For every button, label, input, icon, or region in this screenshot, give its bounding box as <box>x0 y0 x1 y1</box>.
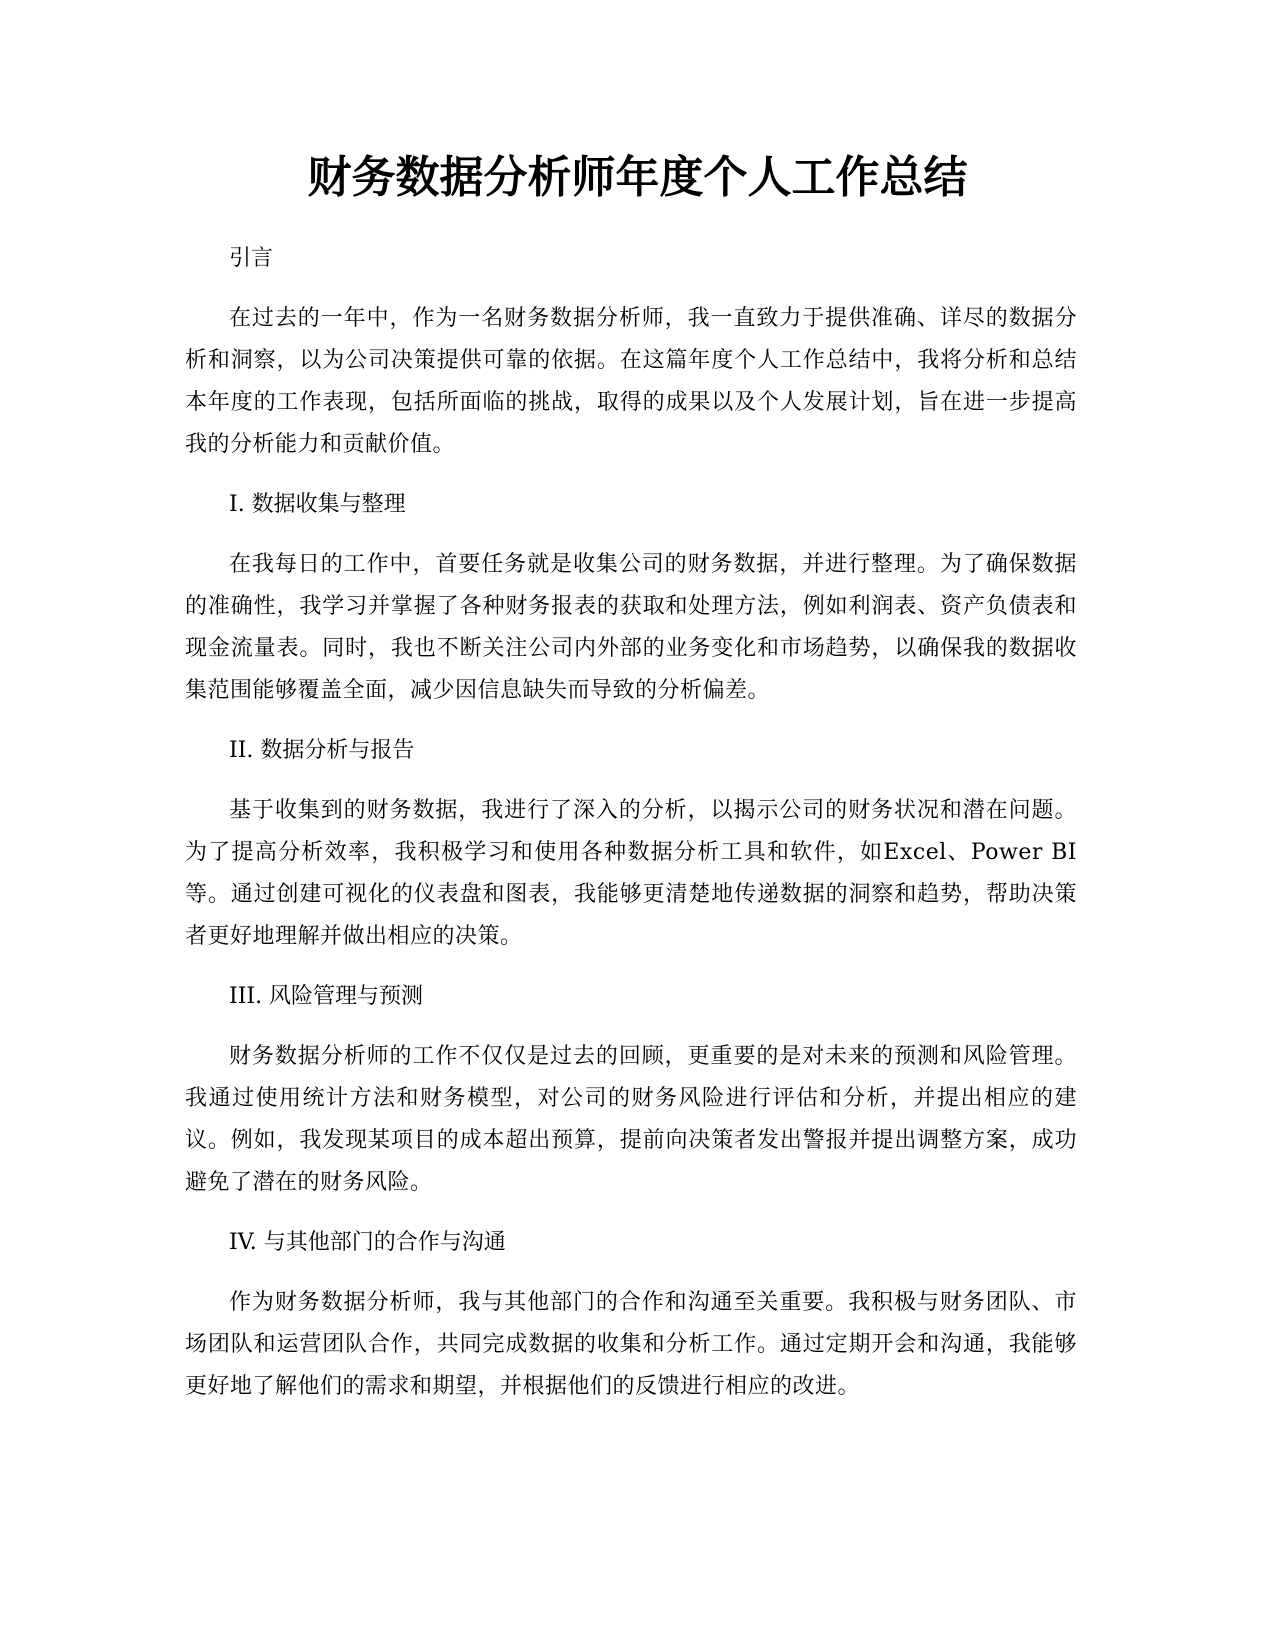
document-title: 财务数据分析师年度个人工作总结 <box>307 152 968 203</box>
section-heading-data-analysis: II. 数据分析与报告 <box>229 738 415 763</box>
section-heading-collaboration: IV. 与其他部门的合作与沟通 <box>229 1230 506 1255</box>
section-heading-risk-management: III. 风险管理与预测 <box>229 984 424 1009</box>
section-paragraph-risk-management: 财务数据分析师的工作不仅仅是过去的回顾，更重要的是对未来的预测和风险管理。我通过使用统计方法和财务模型，对公司的财务风险进行评估和分析，并提出相应的建议。例如，我发现某项目的成本超出预算，提前向决策者发出警报并提出调整方案，成功避免了潜在的财务风险。 <box>185 1044 1077 1195</box>
section-paragraph-collaboration: 作为财务数据分析师，我与其他部门的合作和沟通至关重要。我积极与财务团队、市场团队和运营团队合作，共同完成数据的收集和分析工作。通过定期开会和沟通，我能够更好地了解他们的需求和期望，并根据他们的反馈进行相应的改进。 <box>185 1290 1077 1399</box>
document-body <box>185 238 1077 1426</box>
section-heading-data-collection: I. 数据收集与整理 <box>229 492 406 517</box>
section-paragraph-data-analysis: 基于收集到的财务数据，我进行了深入的分析，以揭示公司的财务状况和潜在问题。为了提高分析效率，我积极学习和使用各种数据分析工具和软件，如Excel、Power BI等。通过创建可视化的仪表盘和图表，我能够更清楚地传递数据的洞察和趋势，帮助决策者更好地理解并做出相应的决策。 <box>185 798 1077 949</box>
section-paragraph-intro: 在过去的一年中，作为一名财务数据分析师，我一直致力于提供准确、详尽的数据分析和洞察，以为公司决策提供可靠的依据。在这篇年度个人工作总结中，我将分析和总结本年度的工作表现，包括所面临的挑战，取得的成果以及个人发展计划，旨在进一步提高我的分析能力和贡献价值。 <box>185 306 1077 457</box>
section-heading-intro: 引言 <box>229 246 274 271</box>
section-paragraph-data-collection: 在我每日的工作中，首要任务就是收集公司的财务数据，并进行整理。为了确保数据的准确性，我学习并掌握了各种财务报表的获取和处理方法，例如利润表、资产负债表和现金流量表。同时，我也不断关注公司内外部的业务变化和市场趋势，以确保我的数据收集范围能够覆盖全面，减少因信息缺失而导致的分析偏差。 <box>185 552 1077 703</box>
